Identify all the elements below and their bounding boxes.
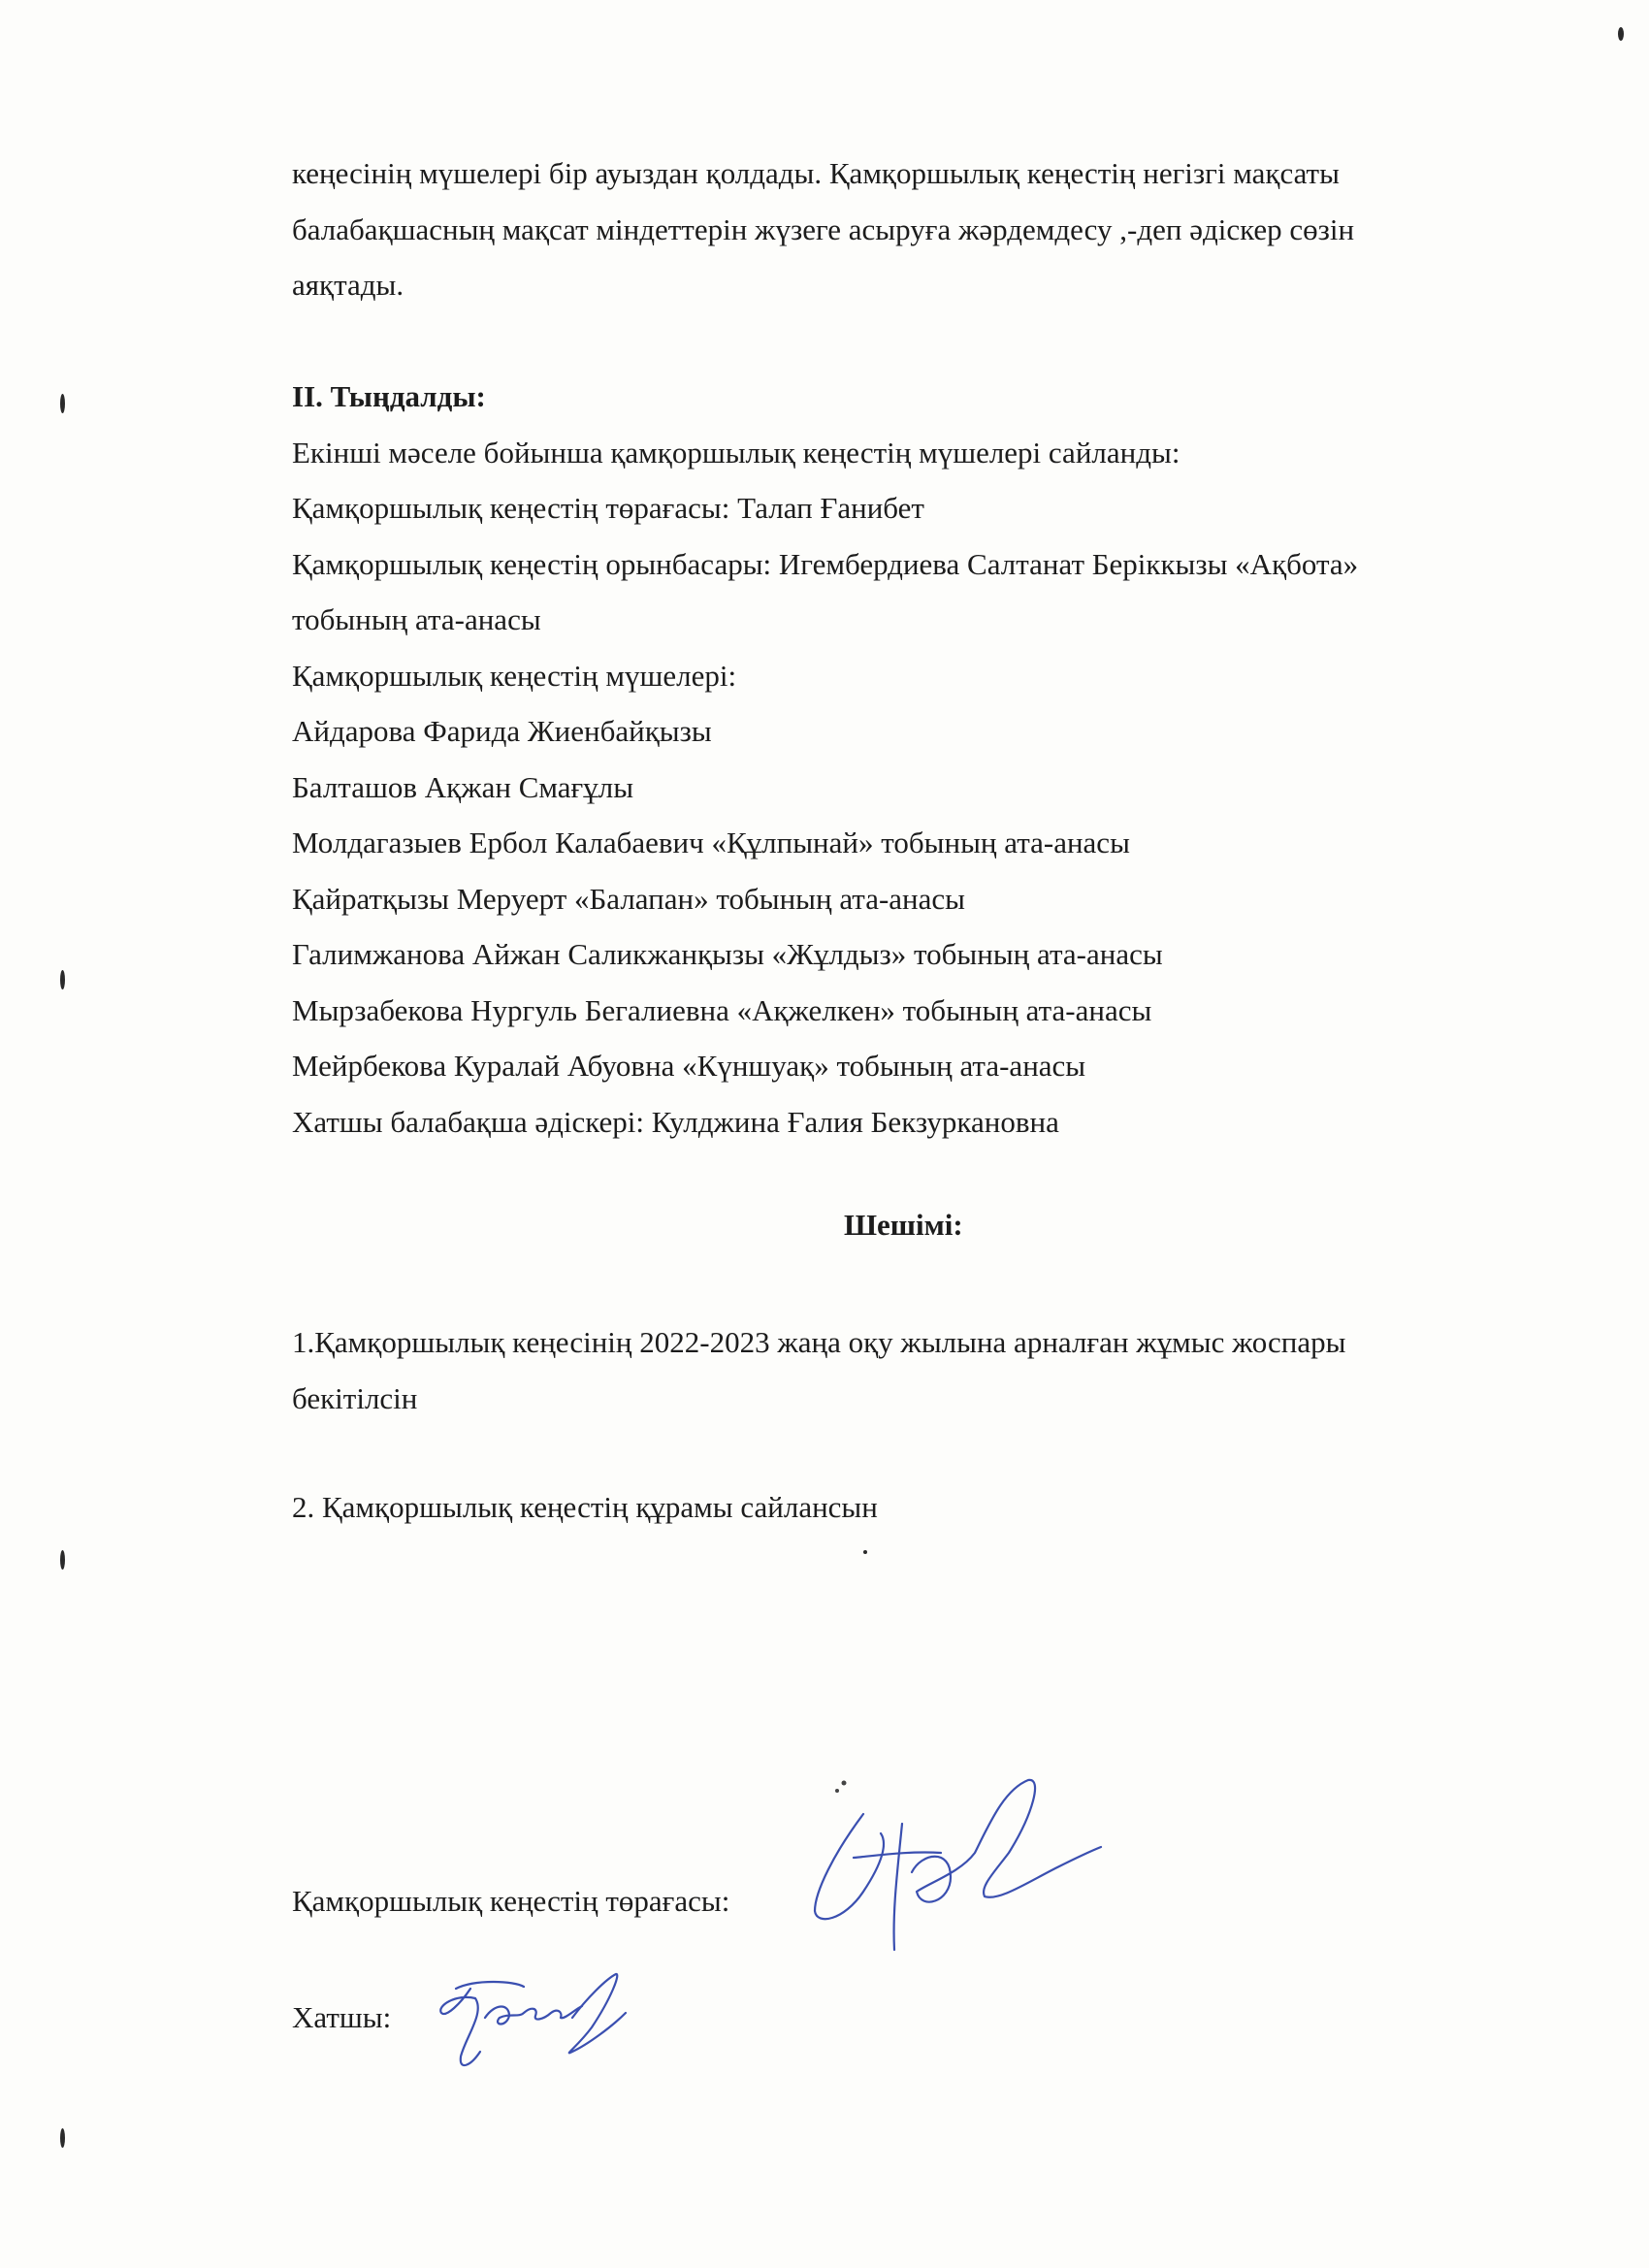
council-member: Айдарова Фарида Жиенбайқызы (292, 714, 712, 748)
decision-item-2: 2. Қамқоршылық кеңестің құрамы сайлансын (292, 1490, 878, 1524)
intro-line: аяқтады. (292, 268, 404, 302)
scan-mark (60, 2128, 65, 2148)
chair-signature-label: Қамқоршылық кеңестің төрағасы: (292, 1884, 730, 1918)
council-member: Балташов Ақжан Смағұлы (292, 769, 634, 804)
council-chair-line: Қамқоршылық кеңестің төрағасы: Талап Ғанибет (292, 491, 924, 525)
council-members-heading: Қамқоршылық кеңестің мүшелері: (292, 658, 737, 693)
council-member: Молдагазыев Ербол Калабаевич «Құлпынай» тобының ата-анасы (292, 826, 1130, 859)
section-2 (292, 369, 1466, 1150)
intro-paragraph (292, 146, 1466, 313)
secretary-signature-label: Хатшы: (292, 2000, 392, 2034)
intro-line: балабақшасның мақсат міндеттерін жүзеге асыруға жәрдемдесу ,-деп әдіскер сөзін (292, 211, 1355, 246)
council-deputy-line-cont: тобының ата-анасы (292, 602, 541, 636)
scan-mark (60, 1550, 65, 1570)
secretary-line: Хатшы балабақша әдіскері: Кулджина Ғалия Бекзуркановна (292, 1104, 1059, 1139)
decision-item-1 (292, 1314, 1345, 1426)
intro-line: кеңесінің мүшелері бір ауыздан қолдады. Қамқоршылық кеңестің негізгі мақсаты (292, 156, 1340, 190)
scan-mark (863, 1550, 867, 1554)
council-member: Мырзабекова Нургуль Бегалиевна «Ақжелкен» тобының ата-анасы (292, 992, 1152, 1027)
council-deputy-line: Қамқоршылық кеңестің орынбасары: Игембердиева Салтанат Беріккызы «Ақбота» (292, 546, 1359, 581)
council-member: Қайратқызы Меруерт «Балапан» тобының ата-анасы (292, 881, 965, 916)
council-member: Мейрбекова Куралай Абуовна «Күншуақ» тобының ата-анасы (292, 1049, 1086, 1083)
chair-signature (795, 1766, 1106, 1969)
section-2-line: Екінші мәселе бойынша қамқоршылық кеңестің мүшелері сайланды: (292, 435, 1180, 470)
decision-title: Шешімі: (844, 1208, 963, 1242)
section-2-heading: II. Тыңдалды: (292, 379, 486, 413)
scan-mark (60, 970, 65, 989)
decision-item-1-line: 1.Қамқоршылық кеңесінің 2022-2023 жаңа оқу жылына арналған жұмыс жоспары (292, 1325, 1346, 1359)
secretary-signature (417, 1960, 630, 2086)
scan-mark (1618, 27, 1624, 41)
scan-mark (60, 394, 65, 413)
decision-item-1-line: бекітілсін (292, 1380, 418, 1415)
council-member: Галимжанова Айжан Саликжанқызы «Жұлдыз» тобының ата-анасы (292, 937, 1163, 971)
